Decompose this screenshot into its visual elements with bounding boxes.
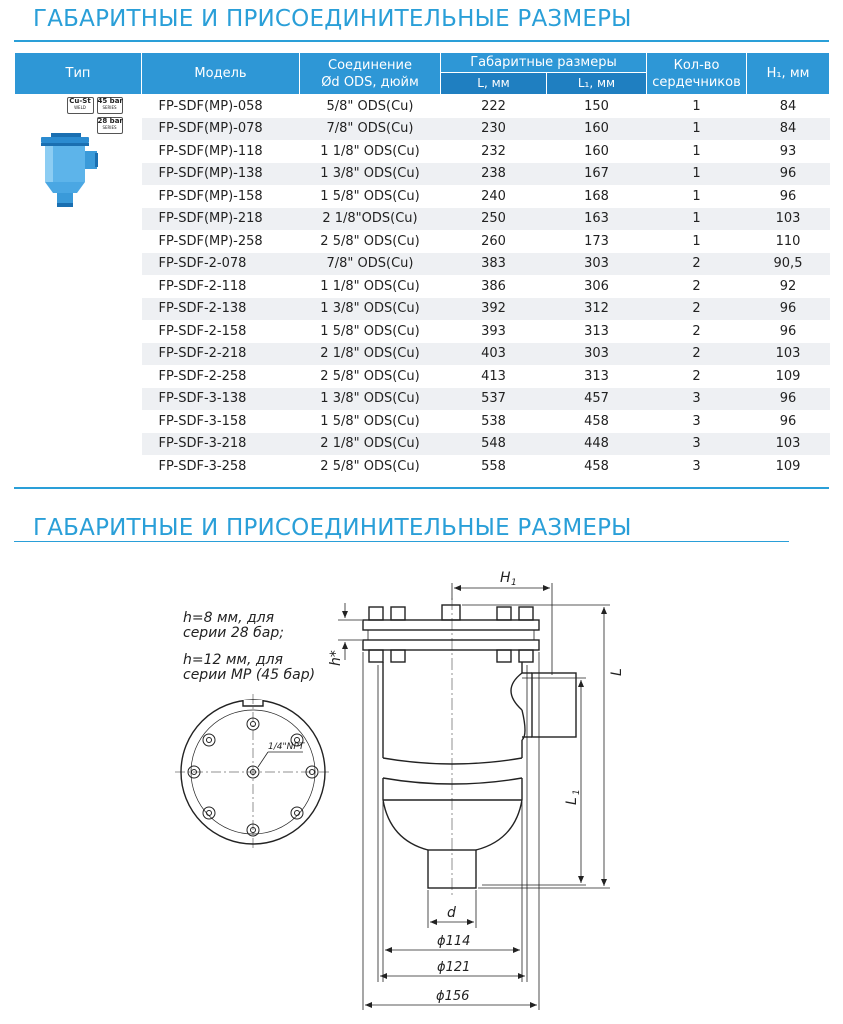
cell-model: FP-SDF-2-258 (158, 368, 247, 384)
badge-material: Cu-St (69, 97, 91, 105)
cell-model: FP-SDF-3-258 (158, 458, 247, 474)
label-L: L (609, 668, 625, 676)
cell-cores: 3 (692, 413, 701, 429)
cell-connection: 1 3/8" ODS(Cu) (300, 298, 441, 321)
cell-L1: 163 (547, 208, 647, 231)
cell-model: FP-SDF(MP)-218 (142, 208, 300, 231)
cell-H1: 96 (747, 388, 830, 411)
cell-H1: 103 (747, 433, 830, 456)
note-45-line1: h=12 мм, для (183, 652, 283, 668)
cell-connection: 1 3/8" ODS(Cu) (300, 163, 441, 186)
header-cores-line2: сердечников (652, 74, 741, 90)
badge-pressure-b: 28 bar (97, 117, 123, 125)
page-title-dimensions: ГАБАРИТНЫЕ И ПРИСОЕДИНИТЕЛЬНЫЕ РАЗМЕРЫ (33, 6, 632, 32)
label-L1-sub: 1 (572, 789, 582, 795)
cell-H1: 96 (779, 413, 797, 429)
cell-connection: 2 1/8" ODS(Cu) (300, 433, 441, 456)
header-cores-line1: Кол-во (673, 57, 720, 73)
header-connection-line2: Ød ODS, дюйм (321, 74, 419, 90)
cell-connection: 7/8" ODS(Cu) (300, 253, 441, 276)
cell-cores: 1 (692, 143, 701, 159)
cell-connection: 5/8" ODS(Cu) (326, 98, 414, 114)
cell-L: 558 (481, 458, 506, 474)
cell-L: 548 (441, 433, 547, 456)
cell-L1: 150 (584, 98, 609, 114)
section-title-dimensions: ГАБАРИТНЫЕ И ПРИСОЕДИНИТЕЛЬНЫЕ РАЗМЕРЫ (33, 515, 632, 541)
badge-material-sub: WELD (74, 105, 86, 110)
cell-H1: 92 (779, 278, 797, 294)
cell-L1: 313 (584, 368, 609, 384)
cell-L1: 448 (547, 433, 647, 456)
cell-connection: 1 5/8" ODS(Cu) (320, 188, 420, 204)
cell-L1: 173 (584, 233, 609, 249)
cell-model: FP-SDF(MP)-138 (142, 163, 300, 186)
cell-L1: 458 (584, 458, 609, 474)
dimension-lines (338, 583, 610, 1010)
cell-H1: 103 (747, 208, 830, 231)
header-h1: H₁, мм (747, 53, 830, 95)
cell-cores: 1 (692, 233, 701, 249)
cell-model: FP-SDF-2-078 (142, 253, 300, 276)
cell-connection: 2 1/8" ODS(Cu) (300, 343, 441, 366)
cell-connection: 2 5/8" ODS(Cu) (320, 458, 420, 474)
header-L: L, мм (441, 73, 547, 95)
cell-cores: 1 (647, 208, 747, 231)
cell-cores: 3 (647, 388, 747, 411)
cell-L: 393 (481, 323, 506, 339)
cell-connection: 1 3/8" ODS(Cu) (300, 388, 441, 411)
note-45-line2: серии MP (45 бар) (183, 667, 316, 683)
cell-H1: 109 (775, 368, 801, 384)
cell-L: 413 (481, 368, 506, 384)
cell-cores: 2 (692, 368, 701, 384)
badge-pressure-a: 45 bar (97, 97, 123, 105)
cell-H1: 96 (779, 323, 797, 339)
cell-cores: 2 (647, 298, 747, 321)
cell-L1: 458 (584, 413, 609, 429)
cell-cores: 1 (692, 98, 701, 114)
cell-connection: 2 1/8"ODS(Cu) (300, 208, 441, 231)
cell-L1: 312 (547, 298, 647, 321)
cell-H1: 109 (775, 458, 801, 474)
cell-connection: 1 1/8" ODS(Cu) (320, 278, 420, 294)
flange-top-view (175, 694, 331, 850)
cell-L1: 303 (547, 253, 647, 276)
cell-connection: 1 1/8" ODS(Cu) (320, 143, 420, 159)
header-model: Модель (142, 53, 300, 95)
label-d: d (447, 905, 456, 921)
cell-L1: 168 (584, 188, 609, 204)
label-d121: ϕ121 (437, 960, 471, 975)
cell-L1: 160 (547, 118, 647, 141)
cell-L: 386 (481, 278, 506, 294)
cell-L1: 313 (584, 323, 609, 339)
cell-model: FP-SDF-2-218 (142, 343, 300, 366)
note-28-line1: h=8 мм, для (183, 610, 275, 626)
cell-H1: 84 (747, 118, 830, 141)
cell-model: FP-SDF-2-158 (158, 323, 247, 339)
label-d114: ϕ114 (437, 934, 471, 949)
cell-cores: 1 (692, 188, 701, 204)
cell-connection: 1 5/8" ODS(Cu) (320, 413, 420, 429)
cell-cores: 2 (647, 253, 747, 276)
cell-L1: 167 (547, 163, 647, 186)
header-type: Тип (15, 53, 142, 95)
cell-H1: 93 (779, 143, 797, 159)
cell-cores: 2 (647, 343, 747, 366)
cell-H1: 96 (747, 163, 830, 186)
filter-side-view (363, 598, 576, 895)
cell-L: 538 (481, 413, 506, 429)
cell-model: FP-SDF-3-218 (142, 433, 300, 456)
note-28-line2: серии 28 бар; (183, 625, 284, 641)
label-h-star: h* (328, 650, 344, 666)
cell-H1: 103 (747, 343, 830, 366)
cell-L1: 303 (547, 343, 647, 366)
badge-pressure-b-sub: SERIES (102, 125, 117, 130)
header-L1: L₁, мм (547, 73, 647, 95)
cell-cores: 2 (692, 278, 701, 294)
label-h1: H (500, 570, 511, 586)
cell-model: FP-SDF(MP)-158 (158, 188, 263, 204)
cell-H1: 96 (747, 298, 830, 321)
cell-model: FP-SDF-2-118 (158, 278, 247, 294)
cell-model: FP-SDF(MP)-058 (158, 98, 263, 114)
cell-model: FP-SDF-2-138 (142, 298, 300, 321)
cell-L: 250 (441, 208, 547, 231)
cell-L: 238 (441, 163, 547, 186)
label-d156: ϕ156 (436, 989, 470, 1004)
cell-connection: 2 5/8" ODS(Cu) (320, 368, 420, 384)
cell-cores: 3 (647, 433, 747, 456)
cell-L: 383 (441, 253, 547, 276)
cell-connection: 2 5/8" ODS(Cu) (320, 233, 420, 249)
cell-L1: 306 (584, 278, 609, 294)
cell-L: 230 (441, 118, 547, 141)
cell-model: FP-SDF-3-158 (158, 413, 247, 429)
cell-H1: 96 (779, 188, 797, 204)
cell-L: 537 (441, 388, 547, 411)
cell-connection: 7/8" ODS(Cu) (300, 118, 441, 141)
cell-H1: 90,5 (747, 253, 830, 276)
cell-L: 240 (481, 188, 506, 204)
cell-H1: 110 (775, 233, 801, 249)
cell-L: 403 (441, 343, 547, 366)
cell-model: FP-SDF-3-138 (142, 388, 300, 411)
cell-L1: 457 (547, 388, 647, 411)
cell-L1: 160 (584, 143, 609, 159)
cell-model: FP-SDF(MP)-078 (142, 118, 300, 141)
cell-connection: 1 5/8" ODS(Cu) (320, 323, 420, 339)
cell-cores: 1 (647, 163, 747, 186)
cell-model: FP-SDF(MP)-258 (158, 233, 263, 249)
header-connection-line1: Соединение (328, 57, 412, 73)
cell-model: FP-SDF(MP)-118 (158, 143, 263, 159)
cell-L: 392 (441, 298, 547, 321)
cell-cores: 1 (647, 118, 747, 141)
cell-H1: 84 (779, 98, 797, 114)
label-h1-sub: 1 (511, 578, 517, 588)
cell-cores: 2 (692, 323, 701, 339)
badge-pressure-a-sub: SERIES (102, 105, 117, 110)
cell-cores: 3 (692, 458, 701, 474)
cell-L: 232 (481, 143, 506, 159)
cell-L: 222 (481, 98, 506, 114)
header-dimensions-group: Габаритные размеры (441, 53, 647, 73)
label-npt: 1/4"NPT (268, 742, 305, 752)
cell-L: 260 (481, 233, 506, 249)
label-L1: L (564, 797, 580, 805)
